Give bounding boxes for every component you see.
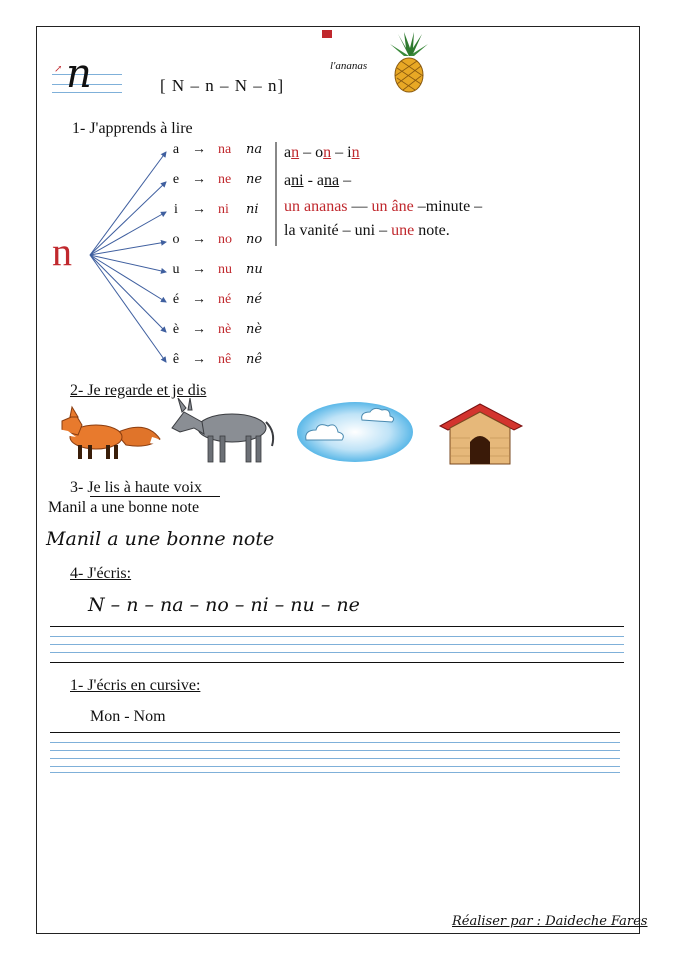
reading-line-4: la vanité – uni – une note.: [284, 222, 450, 239]
writing-model-line: N – n – na – no – ni – nu – ne: [88, 594, 360, 616]
reading-line-3: un ananas — un âne –minute –: [284, 198, 483, 215]
cursive-letter: n: [66, 51, 92, 97]
vowel-row: e → ne ne: [172, 172, 263, 187]
vowel-row: u → nu nu: [172, 262, 263, 277]
reading-line-1: an – on – in: [284, 144, 360, 161]
author-signature: Réaliser par : Daideche Fares: [452, 914, 648, 929]
vowel-row: a → na na: [172, 142, 263, 157]
cloud-icon: [296, 400, 414, 464]
letter-forms: [ N – n – N – n]: [160, 76, 285, 95]
donkey-icon: [168, 398, 280, 466]
reading-sentence: Manil a une bonne note: [48, 499, 200, 516]
reading-sentence-cursive: Manil a une bonne note: [46, 528, 275, 550]
writing-baseline: [50, 732, 620, 733]
section-4-title: 4- J'écris:: [70, 565, 132, 582]
guide-line: [50, 766, 620, 767]
doghouse-icon: [434, 402, 526, 466]
guide-line: [50, 750, 620, 751]
section-1-title: 1- J'apprends à lire: [72, 120, 193, 137]
writing-baseline: [50, 662, 624, 663]
guide-line: [50, 742, 620, 743]
guide-line: [50, 636, 624, 637]
pineapple-label: l'ananas: [330, 60, 368, 72]
section-5-title: 1- J'écris en cursive:: [70, 677, 201, 694]
section-2-title: 2- Je regarde et je dis: [70, 382, 207, 399]
section-3-title: 3- Je lis à haute voix: [70, 479, 202, 496]
guide-line: [50, 652, 624, 653]
reading-line-2: ani - ana –: [284, 172, 352, 189]
big-letter-n: n: [52, 229, 72, 274]
cursive-words: Mon - Nom: [90, 708, 166, 725]
guide-line: [50, 644, 624, 645]
vowel-row: i → ni ni: [174, 202, 259, 217]
vowel-row: è → nè nè: [172, 322, 263, 337]
vowel-row: ê → nê nê: [172, 352, 263, 367]
small-arrow-icon: ↗: [54, 64, 63, 75]
vowel-row: é → né né: [172, 292, 263, 307]
writing-baseline: [50, 626, 624, 627]
guide-line: [50, 772, 620, 773]
section-3-underline: [90, 496, 220, 497]
guide-line: [50, 758, 620, 759]
fox-icon: [56, 405, 162, 461]
vowel-row: o → no no: [172, 232, 263, 247]
